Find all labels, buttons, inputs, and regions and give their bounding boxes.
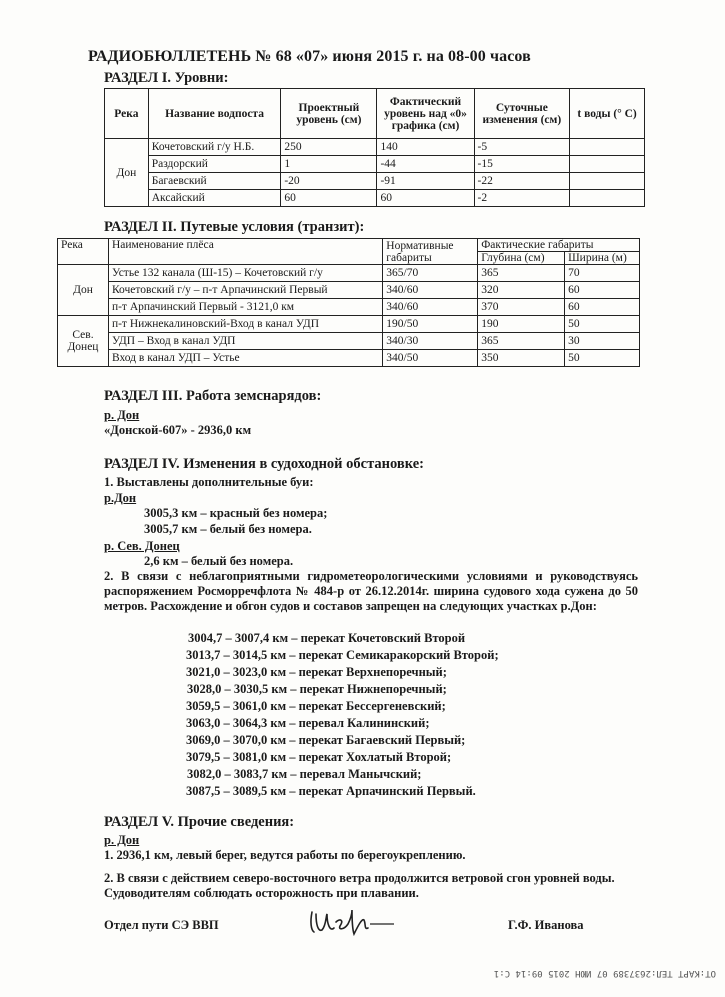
- section4-title: РАЗДЕЛ IV. Изменения в судоходной обстановке:: [104, 456, 424, 472]
- buoy-item: 3005,7 км – белый без номера.: [144, 522, 312, 536]
- levels-table: [104, 88, 645, 207]
- levels-header-station: Название водпоста: [148, 89, 281, 139]
- levels-cell: Кочетовский г/у Н.Б.: [148, 139, 281, 156]
- buoy-item: 3005,3 км – красный без номера;: [144, 506, 328, 520]
- section2-title: РАЗДЕЛ II. Путевые условия (транзит):: [104, 219, 365, 235]
- transit-cell: п-т Нижнекалиновский-Вход в канал УДП: [108, 316, 382, 333]
- transit-cell: Кочетовский г/у – п-т Арпачинский Первый: [108, 282, 382, 299]
- transit-cell: 70: [565, 265, 640, 282]
- table-row: [58, 265, 640, 282]
- levels-cell: 1: [281, 156, 377, 173]
- transit-cell: 365: [478, 265, 565, 282]
- transit-header-stretch: Наименование плёса: [108, 239, 382, 265]
- transit-cell: 50: [565, 316, 640, 333]
- transit-cell: 365/70: [383, 265, 478, 282]
- transit-cell: 320: [478, 282, 565, 299]
- restriction-item: 3021,0 – 3023,0 км – перекат Верхнепоречный;: [186, 665, 447, 679]
- transit-cell: 190/50: [383, 316, 478, 333]
- table-row: [58, 333, 640, 350]
- levels-header-design: Проектный уровень (см): [281, 89, 377, 139]
- levels-header-actual: Фактический уровень над «0» графика (см): [377, 89, 474, 139]
- section4-don-label: р.Дон: [104, 491, 137, 505]
- levels-river: Дон: [105, 139, 149, 207]
- levels-cell: -2: [474, 190, 570, 207]
- levels-header-temp: t воды (° С): [570, 89, 645, 139]
- transit-header-river: Река: [58, 239, 109, 265]
- restriction-item: 3079,5 – 3081,0 км – перекат Хохлатый Второй;: [186, 750, 452, 764]
- levels-cell: 140: [377, 139, 474, 156]
- section5-item1: 1. 2936,1 км, левый берег, ведутся работы по берегоукреплению.: [104, 848, 466, 862]
- levels-header-river: Река: [105, 89, 149, 139]
- transit-cell: 340/30: [383, 333, 478, 350]
- levels-header-daily: Суточные изменения (см): [474, 89, 570, 139]
- table-row: [58, 350, 640, 367]
- table-row: [58, 299, 640, 316]
- transit-header-normative: Нормативные габариты: [383, 239, 478, 265]
- transit-cell: 60: [565, 282, 640, 299]
- table-row: [58, 316, 640, 333]
- levels-cell: 250: [281, 139, 377, 156]
- transit-cell: п-т Арпачинский Первый - 3121,0 км: [108, 299, 382, 316]
- levels-cell: [570, 156, 645, 173]
- fax-header-line: ОТ:КАРТ ТЕЛ:2637389 07 ИЮН 2015 09:14 С:1: [493, 968, 716, 978]
- section1-title: РАЗДЕЛ I. Уровни:: [104, 70, 229, 86]
- section3-title: РАЗДЕЛ III. Работа земснарядов:: [104, 388, 322, 404]
- transit-cell: 350: [478, 350, 565, 367]
- levels-cell: 60: [281, 190, 377, 207]
- transit-cell: 365: [478, 333, 565, 350]
- table-row: [105, 190, 645, 207]
- restriction-item: 3082,0 – 3083,7 км – перевал Манычский;: [187, 767, 422, 781]
- levels-cell: -91: [377, 173, 474, 190]
- bulletin-title: РАДИОБЮЛЛЕТЕНЬ № 68 «07» июня 2015 г. на 08-00 часов: [88, 48, 531, 65]
- levels-cell: -5: [474, 139, 570, 156]
- levels-cell: 60: [377, 190, 474, 207]
- table-row: [105, 139, 645, 156]
- transit-cell: 60: [565, 299, 640, 316]
- levels-cell: -15: [474, 156, 570, 173]
- transit-cell: УДП – Вход в канал УДП: [108, 333, 382, 350]
- section5-item2: 2. В связи с действием северо-восточного ветра продолжится ветровой сгон уровней воды. Судоводителям соблюдать осторожность при плавании.: [104, 871, 615, 900]
- transit-header-depth: Глубина (см): [478, 252, 565, 265]
- levels-cell: [570, 173, 645, 190]
- section3-river: р. Дон: [104, 408, 140, 422]
- handwritten-signature: [306, 904, 398, 940]
- section5-title: РАЗДЕЛ V. Прочие сведения:: [104, 814, 295, 830]
- restriction-item: 3013,7 – 3014,5 км – перекат Семикаракорский Второй;: [186, 648, 499, 662]
- section5-river: р. Дон: [104, 833, 140, 847]
- transit-header-width: Ширина (м): [565, 252, 640, 265]
- table-row: [105, 156, 645, 173]
- section4-item1: 1. Выставлены дополнительные буи:: [104, 475, 314, 489]
- transit-river: Дон: [58, 265, 109, 316]
- table-row: [58, 282, 640, 299]
- table-row: [105, 173, 645, 190]
- restriction-item: 3087,5 – 3089,5 км – перекат Арпачинский Первый.: [186, 784, 476, 798]
- levels-cell: -44: [377, 156, 474, 173]
- transit-cell: Устье 132 канала (Ш-15) – Кочетовский г/у: [108, 265, 382, 282]
- transit-cell: 50: [565, 350, 640, 367]
- transit-cell: 340/50: [383, 350, 478, 367]
- restriction-item: 3059,5 – 3061,0 км – перекат Бессергеневский;: [186, 699, 446, 713]
- levels-cell: Аксайский: [148, 190, 281, 207]
- levels-cell: [570, 139, 645, 156]
- levels-cell: Багаевский: [148, 173, 281, 190]
- transit-cell: 340/60: [383, 282, 478, 299]
- levels-cell: [570, 190, 645, 207]
- transit-cell: 190: [478, 316, 565, 333]
- levels-cell: Раздорский: [148, 156, 281, 173]
- signer-name: Г.Ф. Иванова: [508, 918, 584, 932]
- transit-cell: 30: [565, 333, 640, 350]
- restriction-item: 3004,7 – 3007,4 км – перекат Кочетовский Второй: [188, 631, 466, 645]
- restriction-item: 3063,0 – 3064,3 км – перевал Калининский;: [186, 716, 430, 730]
- transit-header-actual: Фактические габариты: [478, 239, 640, 252]
- department-name: Отдел пути СЭ ВВП: [104, 918, 219, 932]
- section3-dredger: «Донской-607» - 2936,0 км: [104, 423, 252, 437]
- transit-cell: Вход в канал УДП – Устье: [108, 350, 382, 367]
- transit-cell: 340/60: [383, 299, 478, 316]
- transit-river: Сев. Донец: [58, 316, 109, 367]
- section4-item2: 2. В связи с неблагоприятными гидрометеорологическими условиями и руководствуясь распоряжением Росморречфлота № 484-р от 26.12.2014г. ширина судового хода сужена до 50 метров. Расхождение и обгон судов и составов запрещен на следующих участках р.Дон:: [104, 569, 638, 613]
- buoy-item: 2,6 км – белый без номера.: [144, 554, 294, 568]
- section4-sev-label: р. Сев. Донец: [104, 539, 180, 553]
- levels-cell: -22: [474, 173, 570, 190]
- restriction-item: 3028,0 – 3030,5 км – перекат Нижнепоречный;: [187, 682, 447, 696]
- restriction-item: 3069,0 – 3070,0 км – перекат Багаевский Первый;: [186, 733, 466, 747]
- transit-table: [57, 238, 640, 367]
- transit-cell: 370: [478, 299, 565, 316]
- levels-cell: -20: [281, 173, 377, 190]
